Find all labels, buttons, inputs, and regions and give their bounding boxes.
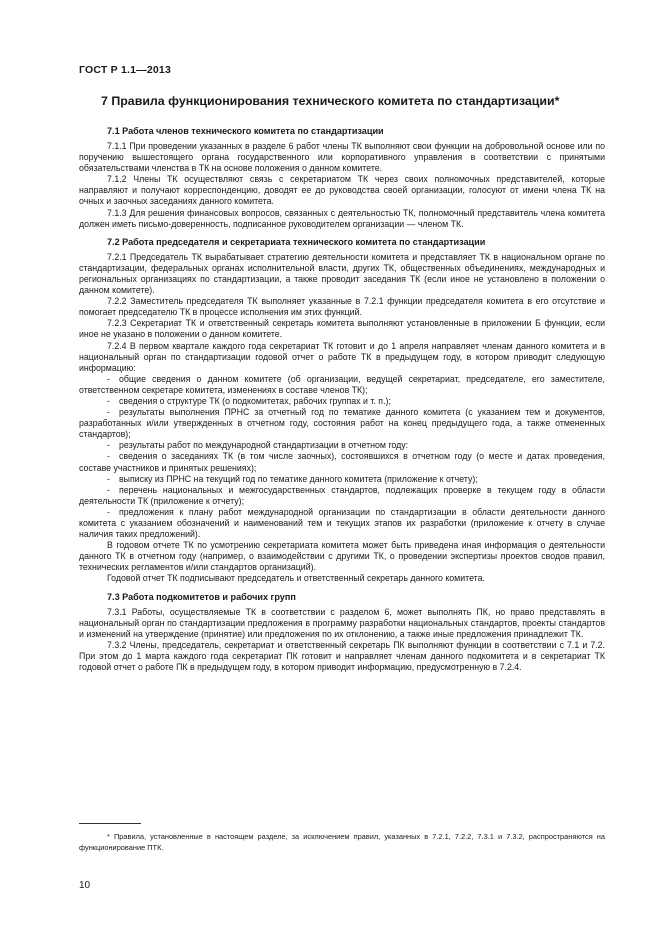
list-item xyxy=(79,440,605,451)
list-dash: - xyxy=(107,395,110,406)
list-dash: - xyxy=(107,473,110,484)
list-item-text: предложения к плану работ международной организации по стандартизации в области деятельности данного комитета с указанием обозначений и наименований тем и текущих этапов их разработки (приложение к отчету в случае наличия таких предложений). xyxy=(79,506,605,540)
footnote-divider xyxy=(79,823,141,824)
list-dash: - xyxy=(107,373,110,384)
list-item xyxy=(79,396,605,407)
list-dash: - xyxy=(107,440,110,451)
list-item xyxy=(79,374,605,396)
paragraph-7-1-2: 7.1.2 Члены ТК осуществляют связь с секретариатом ТК через своих полномочных представителей, которые направляют и получают корреспонденцию, доводят ее до руководства своей организации, голосуют от имени члена ТК на очных и заочных заседаниях данного комитета. xyxy=(79,174,605,207)
paragraph-7-3-2: 7.3.2 Члены, председатель, секретариат и ответственный секретарь ПК выполняют функции в соответствии с 7.1 и 7.2. При этом до 1 марта каждого года секретариат ПК готовит и направляет членам данного подкомитета и в секретариат ТК годовой отчет о работе ПК в предыдущем году, в котором приводит информацию, предусмотренную в 7.2.4. xyxy=(79,639,605,673)
list-item-text: сведения о заседаниях ТК (в том числе заочных), состоявшихся в отчетном году (о месте и датах проведения, составе участников и принятых решениях); xyxy=(79,451,605,473)
list-item xyxy=(79,451,605,473)
list-dash: - xyxy=(107,484,110,495)
list-item xyxy=(79,407,605,440)
list-dash: - xyxy=(107,506,110,517)
paragraph-7-1-1: 7.1.1 При проведении указанных в разделе 6 работ члены ТК выполняют свои функции на добровольной основе или по поручению вышестоящего органа государственного или корпоративного управления в соответствии с принятыми обязательствами членства в ТК на основе положения о данном комитете. xyxy=(79,141,605,174)
list-item-text: выписку из ПРНС на текущий год по тематике данного комитета (приложение к отчету); xyxy=(119,473,478,484)
paragraph-annual-report-signature: Годовой отчет ТК подписывают председатель и ответственный секретарь данного комитета. xyxy=(107,573,485,584)
list-item xyxy=(79,474,605,485)
paragraph-7-1-3: 7.1.3 Для решения финансовых вопросов, связанных с деятельностью ТК, полномочный представитель члена комитета должен иметь письмо-доверенность, подписанное руководителем организации — членом ТК. xyxy=(79,207,605,229)
page-body xyxy=(79,93,605,673)
paragraph-7-2-2: 7.2.2 Заместитель председателя ТК выполняет указанные в 7.2.1 функции председателя комитета в его отсутствие и помогает председателю ТК в процессе исполнения им этих функций. xyxy=(79,296,605,318)
paragraph-7-2-3: 7.2.3 Секретариат ТК и ответственный секретарь комитета выполняют установленные в приложении Б функции, если иное не указано в положении о данном комитете. xyxy=(79,318,605,340)
footnote: * Правила, установленные в настоящем разделе, за исключением правил, указанных в 7.2.1, 7.2.2, 7.3.1 и 7.3.2, распространяются на функционирование ПТК. xyxy=(79,832,605,852)
paragraph-7-2-4: 7.2.4 В первом квартале каждого года секретариат ТК готовит и до 1 апреля направляет членам данного комитета и в национальный орган по стандартизации годовой отчет о работе ТК в предыдущем году, в котором приводит следующую информацию: xyxy=(79,340,605,373)
subsection-7-3-title: 7.3 Работа подкомитетов и рабочих групп xyxy=(107,591,296,602)
paragraph-7-2-1: 7.2.1 Председатель ТК вырабатывает стратегию деятельности комитета и представляет ТК в национальном органе по стандартизации, федеральных органах исполнительной власти, других ТК, общественных объединениях, международных и региональных организациях по стандартизации, а также проводит заседания ТК (если иное не установлено в положении о данном комитете). xyxy=(79,251,605,296)
list-item-text: результаты работ по международной стандартизации в отчетном году: xyxy=(119,440,409,451)
subsection-7-2-title: 7.2 Работа председателя и секретариата технического комитета по стандартизации xyxy=(107,236,486,247)
list-item xyxy=(79,507,605,540)
list-dash: - xyxy=(107,451,110,462)
paragraph-7-3-1: 7.3.1 Работы, осуществляемые ТК в соответствии с разделом 6, может выполнять ПК, но право представлять в национальный орган по стандартизации предложения в программу разработки национальных стандартов, проекты стандартов и изменений на утверждение (принятие) или предложения по их отклонению, а также иные предложения принадлежит ТК. xyxy=(79,606,605,639)
list-item-text: сведения о структуре ТК (о подкомитетах, рабочих группах и т. п.); xyxy=(119,395,391,406)
list-item-text: результаты выполнения ПРНС за отчетный год по тематике данного комитета (с указанием тем и документов, разработанных и/или утвержденных в отчетном году, состояния работ на конец предыдущего года, а также отмененных стандартов); xyxy=(79,407,605,440)
list-item xyxy=(79,485,605,507)
list-dash: - xyxy=(107,407,110,418)
section-7-title: 7 Правила функционирования технического комитета по стандартизации* xyxy=(101,94,560,108)
list-item-text: перечень национальных и межгосударственных стандартов, подлежащих проверке в текущем году в области деятельности ТК (приложение к отчету); xyxy=(79,484,605,506)
document-header: ГОСТ Р 1.1—2013 xyxy=(79,64,172,76)
page-number: 10 xyxy=(79,880,91,891)
subsection-7-1-title: 7.1 Работа членов технического комитета по стандартизации xyxy=(107,126,384,136)
list-item-text: общие сведения о данном комитете (об организации, ведущей секретариат, председателе, его заместителе, ответственном секретаре комитета, изменениях в составе членов ТК); xyxy=(79,373,605,395)
paragraph-annual-report-extra: В годовом отчете ТК по усмотрению секретариата комитета может быть приведена иная информация о деятельности данного ТК в отчетном году (например, о взаимодействии с другими ТК, о проведении экспертизы проектов сводов правил, технических регламентов и/или стандартов организаций). xyxy=(79,540,605,573)
